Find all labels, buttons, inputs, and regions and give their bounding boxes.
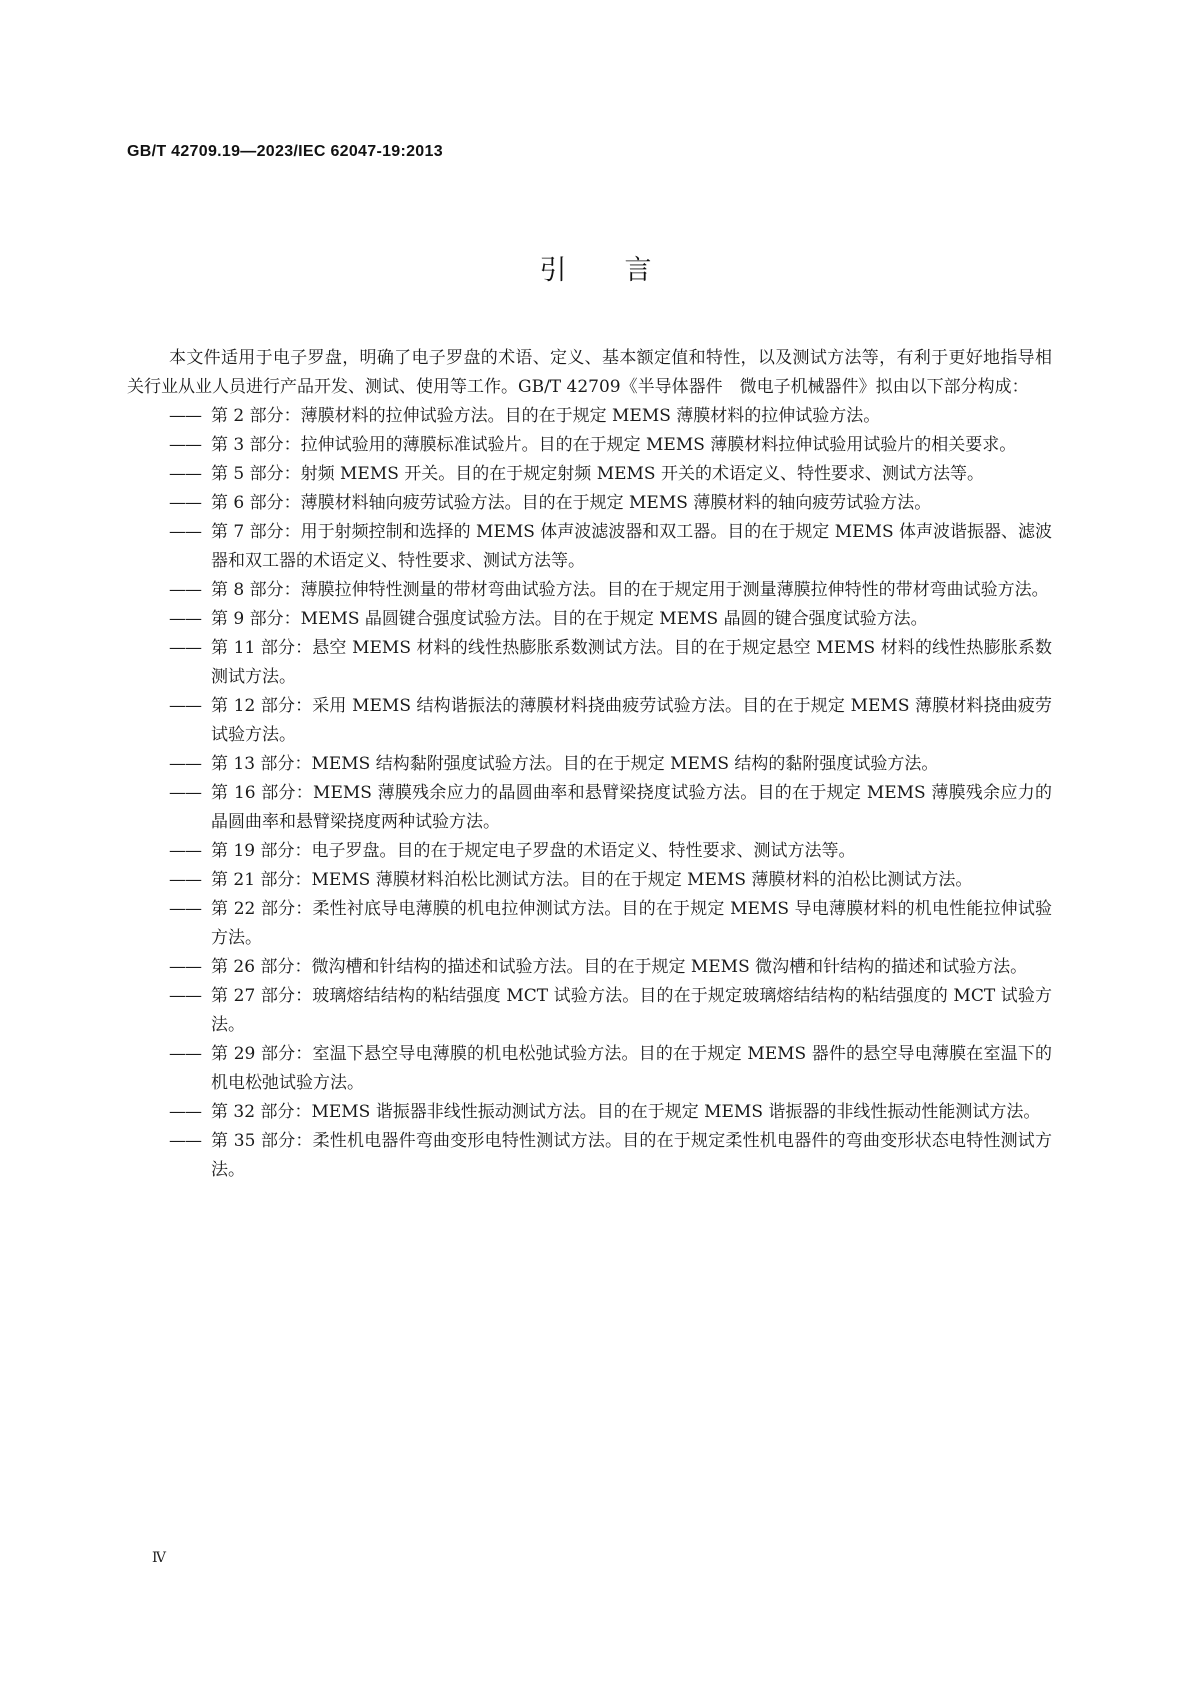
list-item-text: 第 21 部分：MEMS 薄膜材料泊松比测试方法。目的在于规定 MEMS 薄膜材料的泊松比测试方法。: [211, 870, 973, 890]
list-item: [127, 1098, 1052, 1127]
parts-list: [127, 402, 1052, 1185]
standard-number-header: GB/T 42709.19—2023/IEC 62047-19:2013: [127, 143, 443, 160]
list-item: [127, 460, 1052, 489]
list-item: [127, 750, 1052, 779]
list-item-text: 第 26 部分：微沟槽和针结构的描述和试验方法。目的在于规定 MEMS 微沟槽和针结构的描述和试验方法。: [211, 957, 1028, 977]
list-item: [127, 692, 1052, 750]
dash-marker: ——: [169, 841, 201, 861]
dash-marker: ——: [169, 580, 201, 600]
dash-marker: ——: [169, 870, 201, 890]
list-item: [127, 1127, 1052, 1185]
list-item: [127, 895, 1052, 953]
dash-marker: ——: [169, 986, 201, 1006]
dash-marker: ——: [169, 1131, 201, 1151]
list-item-text: 第 13 部分：MEMS 结构黏附强度试验方法。目的在于规定 MEMS 结构的黏附强度试验方法。: [211, 754, 939, 774]
dash-marker: ——: [169, 1102, 201, 1122]
page-title: 引言: [539, 255, 710, 286]
list-item-text: 第 16 部分：MEMS 薄膜残余应力的晶圆曲率和悬臂梁挠度试验方法。目的在于规定 MEMS 薄膜残余应力的晶圆曲率和悬臂梁挠度两种试验方法。: [211, 783, 1052, 832]
list-item: [127, 518, 1052, 576]
list-item: [127, 982, 1052, 1040]
list-item: [127, 634, 1052, 692]
list-item: [127, 489, 1052, 518]
dash-marker: ——: [169, 493, 201, 513]
list-item: [127, 431, 1052, 460]
dash-marker: ——: [169, 609, 201, 629]
list-item-text: 第 5 部分：射频 MEMS 开关。目的在于规定射频 MEMS 开关的术语定义、特性要求、测试方法等。: [211, 464, 984, 484]
intro-paragraph: 本文件适用于电子罗盘，明确了电子罗盘的术语、定义、基本额定值和特性，以及测试方法等，有利于更好地指导相关行业从业人员进行产品开发、测试、使用等工作。GB/T 42709《半导体器件 微电子机械器件》拟由以下部分构成：: [127, 348, 1052, 397]
list-item-text: 第 22 部分：柔性衬底导电薄膜的机电拉伸测试方法。目的在于规定 MEMS 导电薄膜材料的机电性能拉伸试验方法。: [211, 899, 1052, 948]
list-item-text: 第 12 部分：采用 MEMS 结构谐振法的薄膜材料挠曲疲劳试验方法。目的在于规定 MEMS 薄膜材料挠曲疲劳试验方法。: [211, 696, 1052, 745]
list-item: [127, 402, 1052, 431]
dash-marker: ——: [169, 754, 201, 774]
dash-marker: ——: [169, 783, 201, 803]
dash-marker: ——: [169, 406, 201, 426]
dash-marker: ——: [169, 1044, 201, 1064]
dash-marker: ——: [169, 957, 201, 977]
dash-marker: ——: [169, 899, 201, 919]
body-text: [127, 344, 1052, 1185]
list-item-text: 第 11 部分：悬空 MEMS 材料的线性热膨胀系数测试方法。目的在于规定悬空 MEMS 材料的线性热膨胀系数测试方法。: [211, 638, 1052, 687]
list-item-text: 第 9 部分：MEMS 晶圆键合强度试验方法。目的在于规定 MEMS 晶圆的键合强度试验方法。: [211, 609, 928, 629]
list-item-text: 第 6 部分：薄膜材料轴向疲劳试验方法。目的在于规定 MEMS 薄膜材料的轴向疲劳试验方法。: [211, 493, 932, 513]
list-item: [127, 576, 1052, 605]
page-number: Ⅳ: [152, 1550, 166, 1566]
dash-marker: ——: [169, 464, 201, 484]
list-item-text: 第 2 部分：薄膜材料的拉伸试验方法。目的在于规定 MEMS 薄膜材料的拉伸试验方法。: [211, 406, 881, 426]
list-item-text: 第 7 部分：用于射频控制和选择的 MEMS 体声波滤波器和双工器。目的在于规定 MEMS 体声波谐振器、滤波器和双工器的术语定义、特性要求、测试方法等。: [211, 522, 1052, 571]
list-item: [127, 779, 1052, 837]
list-item: [127, 605, 1052, 634]
list-item-text: 第 19 部分：电子罗盘。目的在于规定电子罗盘的术语定义、特性要求、测试方法等。: [211, 841, 856, 861]
list-item-text: 第 32 部分：MEMS 谐振器非线性振动测试方法。目的在于规定 MEMS 谐振器的非线性振动性能测试方法。: [211, 1102, 1041, 1122]
list-item-text: 第 35 部分：柔性机电器件弯曲变形电特性测试方法。目的在于规定柔性机电器件的弯曲变形状态电特性测试方法。: [211, 1131, 1052, 1180]
list-item: [127, 866, 1052, 895]
list-item: [127, 1040, 1052, 1098]
list-item: [127, 953, 1052, 982]
list-item-text: 第 29 部分：室温下悬空导电薄膜的机电松弛试验方法。目的在于规定 MEMS 器件的悬空导电薄膜在室温下的机电松弛试验方法。: [211, 1044, 1052, 1093]
dash-marker: ——: [169, 435, 201, 455]
list-item-text: 第 27 部分：玻璃熔结结构的粘结强度 MCT 试验方法。目的在于规定玻璃熔结结构的粘结强度的 MCT 试验方法。: [211, 986, 1052, 1035]
list-item: [127, 837, 1052, 866]
dash-marker: ——: [169, 522, 201, 542]
list-item-text: 第 3 部分：拉伸试验用的薄膜标准试验片。目的在于规定 MEMS 薄膜材料拉伸试验用试验片的相关要求。: [211, 435, 1017, 455]
dash-marker: ——: [169, 638, 201, 658]
dash-marker: ——: [169, 696, 201, 716]
list-item-text: 第 8 部分：薄膜拉伸特性测量的带材弯曲试验方法。目的在于规定用于测量薄膜拉伸特性的带材弯曲试验方法。: [211, 580, 1049, 600]
